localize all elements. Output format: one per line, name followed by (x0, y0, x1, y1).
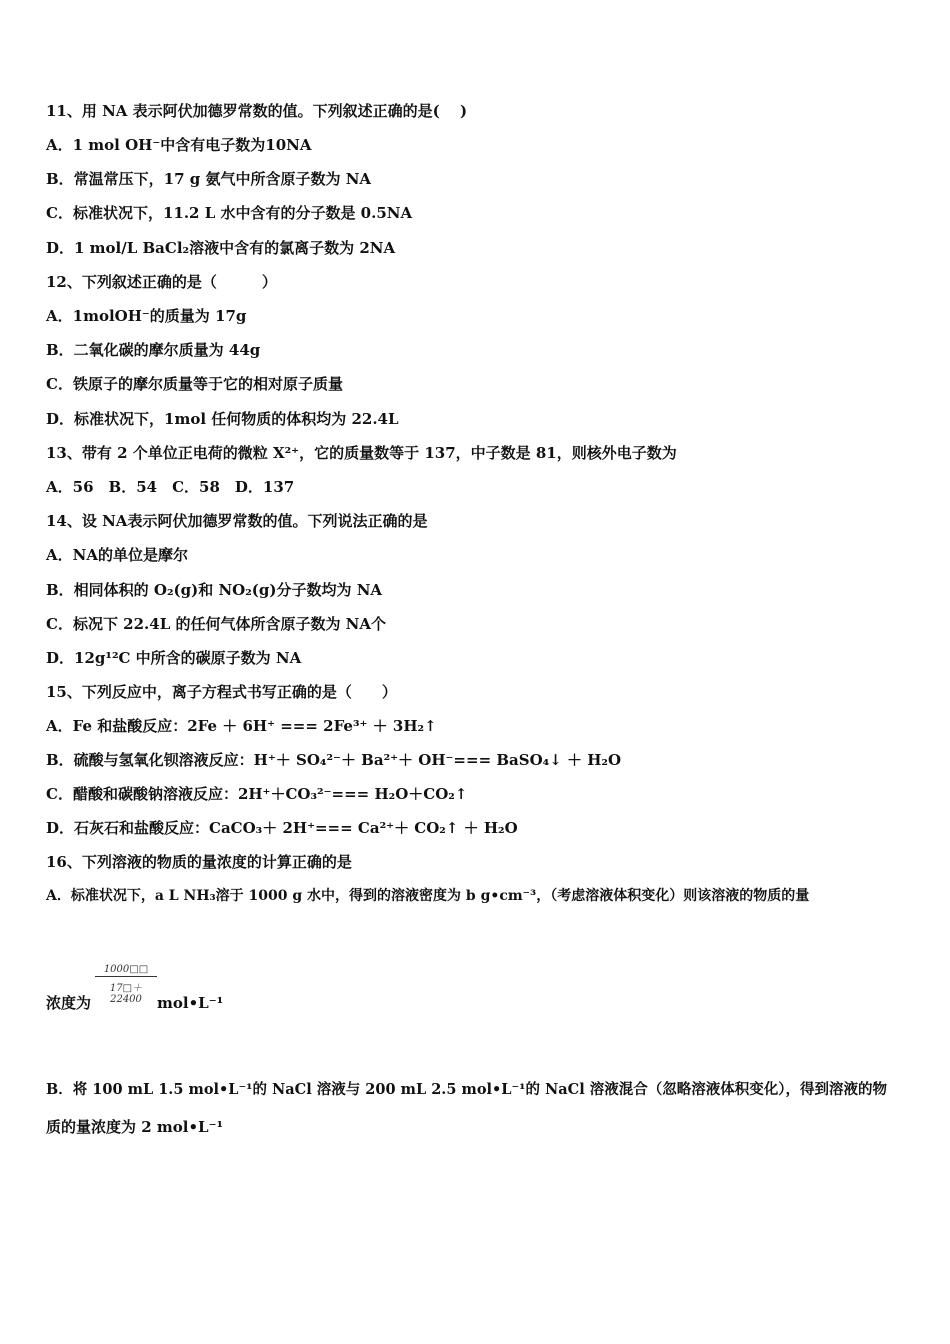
q13-stem: 13、带有 2 个单位正电荷的微粒 X²⁺，它的质量数等于 137，中子数是 81，则核外电子数为 (46, 444, 677, 462)
q12-option-d: D．标准状况下，1mol 任何物质的体积均为 22.4L (46, 410, 399, 428)
q14-option-a: A．NA的单位是摩尔 (46, 546, 188, 564)
q14-option-d: D．12g¹²C 中所含的碳原子数为 NA (46, 649, 302, 667)
fraction-numerator: 1000□□ (95, 964, 157, 977)
fraction-denominator: 17□＋22400 (109, 983, 143, 1005)
q11-option-a: A．1 mol OH⁻中含有电子数为10NA (46, 136, 312, 154)
q16-option-a-line2-post: mol•L⁻¹ (157, 994, 224, 1012)
q13-options: A．56 B．54 C．58 D．137 (46, 478, 295, 496)
q14-option-b: B．相同体积的 O₂(g)和 NO₂(g)分子数均为 NA (46, 581, 383, 599)
q15-option-d: D．石灰石和盐酸反应：CaCO₃＋ 2H⁺=== Ca²⁺＋ CO₂↑ ＋ H₂O (46, 819, 518, 837)
q11-option-d: D．1 mol/L BaCl₂溶液中含有的氯离子数为 2NA (46, 239, 396, 257)
q12-stem: 12、下列叙述正确的是（ ） (46, 273, 277, 291)
q16-option-b-line1: B．将 100 mL 1.5 mol•L⁻¹的 NaCl 溶液与 200 mL 2.5 mol•L⁻¹的 NaCl 溶液混合（忽略溶液体积变化），得到溶液的物 (46, 1081, 888, 1098)
q16-option-a-line2-pre: 浓度为 (46, 994, 92, 1012)
q11-stem: 11、用 NA 表示阿伏加德罗常数的值。下列叙述正确的是( ) (46, 102, 468, 120)
q14-option-c: C．标况下 22.4L 的任何气体所含原子数为 NA个 (46, 615, 387, 633)
q12-option-a: A．1molOH⁻的质量为 17g (46, 307, 247, 325)
q15-option-b: B．硫酸与氢氧化钡溶液反应：H⁺＋ SO₄²⁻＋ Ba²⁺＋ OH⁻=== BaSO₄↓ ＋ H₂O (46, 751, 622, 769)
q15-option-a: A．Fe 和盐酸反应：2Fe ＋ 6H⁺ === 2Fe³⁺ ＋ 3H₂↑ (46, 717, 437, 735)
q15-option-c: C．醋酸和碳酸钠溶液反应：2H⁺＋CO₃²⁻=== H₂O＋CO₂↑ (46, 785, 468, 803)
q14-stem: 14、设 NA表示阿伏加德罗常数的值。下列说法正确的是 (46, 512, 428, 530)
q15-stem: 15、下列反应中，离子方程式书写正确的是（ ） (46, 683, 397, 701)
q12-option-c: C．铁原子的摩尔质量等于它的相对原子质量 (46, 375, 343, 393)
q16-option-b-line2: 质的量浓度为 2 mol•L⁻¹ (46, 1118, 224, 1136)
q16-fraction (95, 964, 157, 1005)
q11-option-b: B．常温常压下，17 g 氨气中所含原子数为 NA (46, 170, 372, 188)
q16-stem: 16、下列溶液的物质的量浓度的计算正确的是 (46, 853, 352, 871)
q11-option-c: C．标准状况下，11.2 L 水中含有的分子数是 0.5NA (46, 204, 413, 222)
q16-option-a-line1: A．标准状况下，a L NH₃溶于 1000 g 水中，得到的溶液密度为 b g•cm⁻³，（考虑溶液体积变化）则该溶液的物质的量 (46, 888, 810, 904)
q12-option-b: B．二氧化碳的摩尔质量为 44g (46, 341, 261, 359)
